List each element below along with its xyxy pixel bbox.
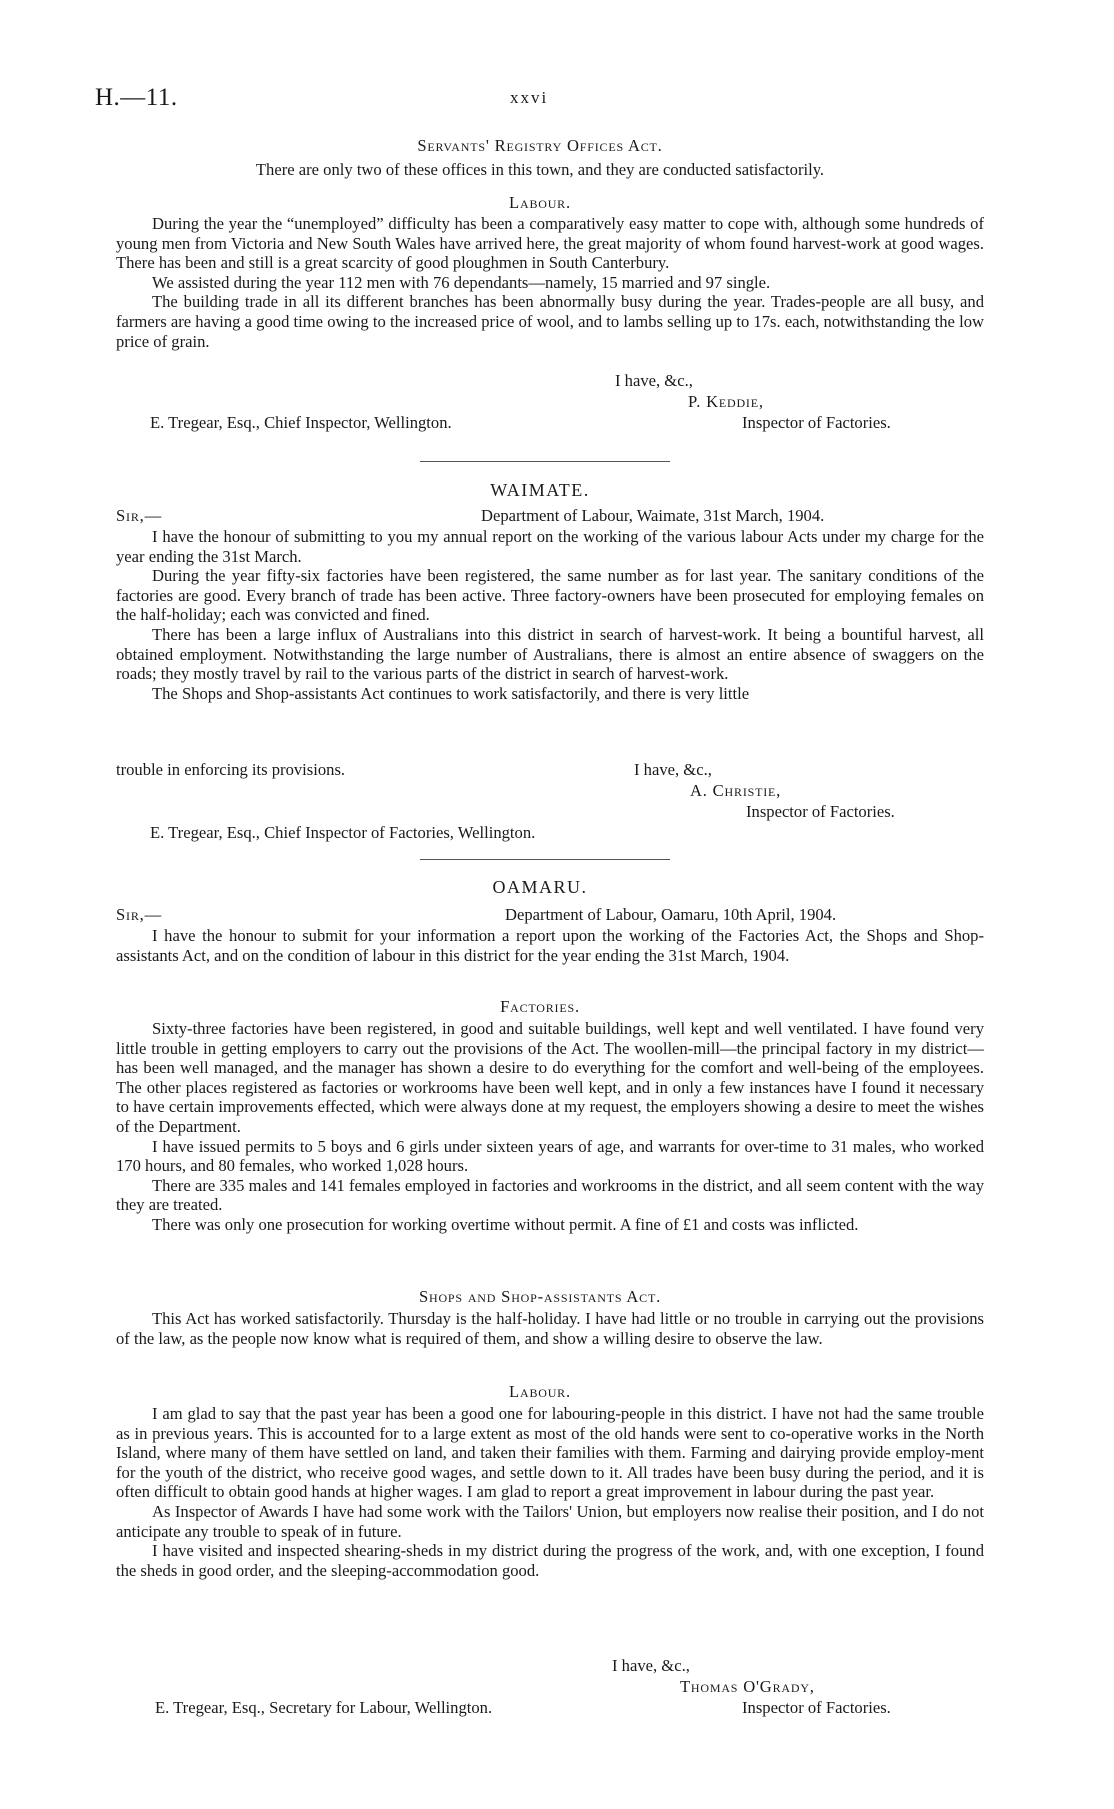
signer-title: Inspector of Factories. [742, 413, 891, 432]
signer-name: P. Keddie, [688, 392, 764, 411]
shops-body [116, 1309, 984, 1348]
signer-title: Inspector of Factories. [746, 802, 895, 821]
signer-name: A. Christie, [690, 781, 782, 800]
closing: I have, &c., [615, 371, 693, 390]
oamaru-intro [116, 926, 984, 965]
page-number: xxvi [510, 88, 549, 107]
closing: I have, &c., [612, 1656, 690, 1675]
paragraph: There has been a large influx of Australians into this district in search of harvest-work. It being a bountiful harvest, all obtained employment. Notwithstanding the large number of Australians, there is almost an entire absence of swaggers on the roads; they mostly travel by rail to the various parts of the district in search of harvest-work. [116, 624, 984, 684]
paragraph: During the year the “unemployed” difficulty has been a comparatively easy matter to cope with, although some hundreds of young men from Victoria and New South Wales have arrived here, the great majority of whom found harvest-work at good wages. There has been and still is a great scarcity of good ploughmen in South Canterbury. [116, 214, 984, 273]
addressee: E. Tregear, Esq., Chief Inspector, Wellington. [150, 413, 452, 432]
section-heading-servants-registry: Servants' Registry Offices Act. [417, 136, 663, 155]
waimate-body [116, 527, 984, 703]
paragraph: There was only one prosecution for working overtime without permit. A fine of £1 and costs was inflicted. [152, 1214, 859, 1234]
paragraph: There are 335 males and 141 females employed in factories and workrooms in the district, and all seem content with the way they are treated. [116, 1175, 984, 1215]
salutation: Sir,— [116, 905, 162, 924]
addressee: E. Tregear, Esq., Chief Inspector of Factories, Wellington. [150, 823, 536, 842]
paragraph: During the year fifty-six factories have been registered, the same number as for last year. The sanitary conditions of the factories are good. Every branch of trade has been active. Three factory-owners have been prosecuted for employing females on the half-holiday; each was convicted and fined. [116, 566, 984, 625]
section-divider [420, 461, 670, 462]
dateline: Department of Labour, Waimate, 31st March, 1904. [481, 506, 825, 525]
paragraph: Sixty-three factories have been registered, in good and suitable buildings, well kept and well ventilated. I have found very little trouble in getting employers to carry out the provisions of the Act. The woollen-mill—the principal factory in my district—has been well managed, and the manager has shown a desire to do everything for the comfort and well-being of the employees. The other places registered as factories or workrooms have been well kept, and in only a few instances have I found it necessary to have certain improvements effected, which were always done at my request, the employers showing a desire to meet the wishes of the Department. [116, 1019, 984, 1136]
servants-registry-text: There are only two of these offices in this town, and they are conducted satisfactorily. [255, 160, 825, 179]
factories-body [116, 1019, 984, 1235]
paragraph: I have visited and inspected shearing-sheds in my district during the progress of the work, and, with one exception, I found the sheds in good order, and the sleeping-accommodation good. [116, 1541, 984, 1580]
paragraph: This Act has worked satisfactorily. Thursday is the half-holiday. I have had little or no trouble in carrying out the provisions of the law, as the people now know what is required of them, and show a willing desire to observe the law. [116, 1309, 984, 1348]
paragraph: The building trade in all its different branches has been abnormally busy during the year. Trades-people are all busy, and farmers are having a good time owing to the increased price of wool, and to lambs selling up to 17s. each, notwithstanding the low price of grain. [116, 292, 984, 351]
paragraph: I have the honour to submit for your information a report upon the working of the Factories Act, the Shops and Shop-assistants Act, and on the condition of labour in this district for the year ending the 31st March, 1904. [116, 926, 984, 965]
signer-name: Thomas O'Grady, [680, 1677, 815, 1696]
section-heading-labour-2: Labour. [509, 1382, 571, 1401]
paragraph: I am glad to say that the past year has been a good one for labouring-people in this district. I have not had the same trouble as in previous years. This is accounted for to a large extent as most of the old hands were sent to co-operative works in the North Island, where many of them have settled on land, and taken their families with them. Farming and dairying provide employ-ment for the youth of the district, who receive good wages, and settle down to it. All trades have been busy during the period, and it is often difficult to obtain good hands at higher wages. I am glad to report a great improvement in labour during the past year. [116, 1404, 984, 1502]
section-heading-shops: Shops and Shop-assistants Act. [418, 1287, 662, 1306]
section-divider [420, 859, 670, 860]
paragraph: The Shops and Shop-assistants Act continues to work satisfactorily, and there is very little [152, 683, 750, 703]
labour-body-2 [116, 1404, 984, 1580]
closing: I have, &c., [634, 760, 712, 779]
salutation: Sir,— [116, 506, 162, 525]
section-heading-factories: Factories. [500, 997, 580, 1016]
page-id: H.—11. [95, 84, 178, 111]
signer-title: Inspector of Factories. [742, 1698, 891, 1717]
section-heading-labour-1: Labour. [509, 193, 571, 212]
dateline: Department of Labour, Oamaru, 10th April, 1904. [505, 905, 837, 924]
section-title-waimate: WAIMATE. [490, 480, 590, 500]
paragraph-end: trouble in enforcing its provisions. [116, 760, 346, 779]
paragraph: As Inspector of Awards I have had some work with the Tailors' Union, but employers now realise their position, and I do not anticipate any trouble to speak of in future. [116, 1501, 984, 1541]
addressee: E. Tregear, Esq., Secretary for Labour, Wellington. [155, 1698, 493, 1717]
paragraph: I have the honour of submitting to you my annual report on the working of the various labour Acts under my charge for the year ending the 31st March. [116, 527, 984, 566]
page-header [0, 0, 1114, 110]
labour-body-1 [116, 214, 984, 351]
paragraph: We assisted during the year 112 men with 76 dependants—namely, 15 married and 97 single. [152, 272, 771, 292]
section-title-oamaru: OAMARU. [492, 877, 588, 897]
paragraph: I have issued permits to 5 boys and 6 girls under sixteen years of age, and warrants for over-time to 31 males, who worked 170 hours, and 80 females, who worked 1,028 hours. [116, 1136, 984, 1176]
